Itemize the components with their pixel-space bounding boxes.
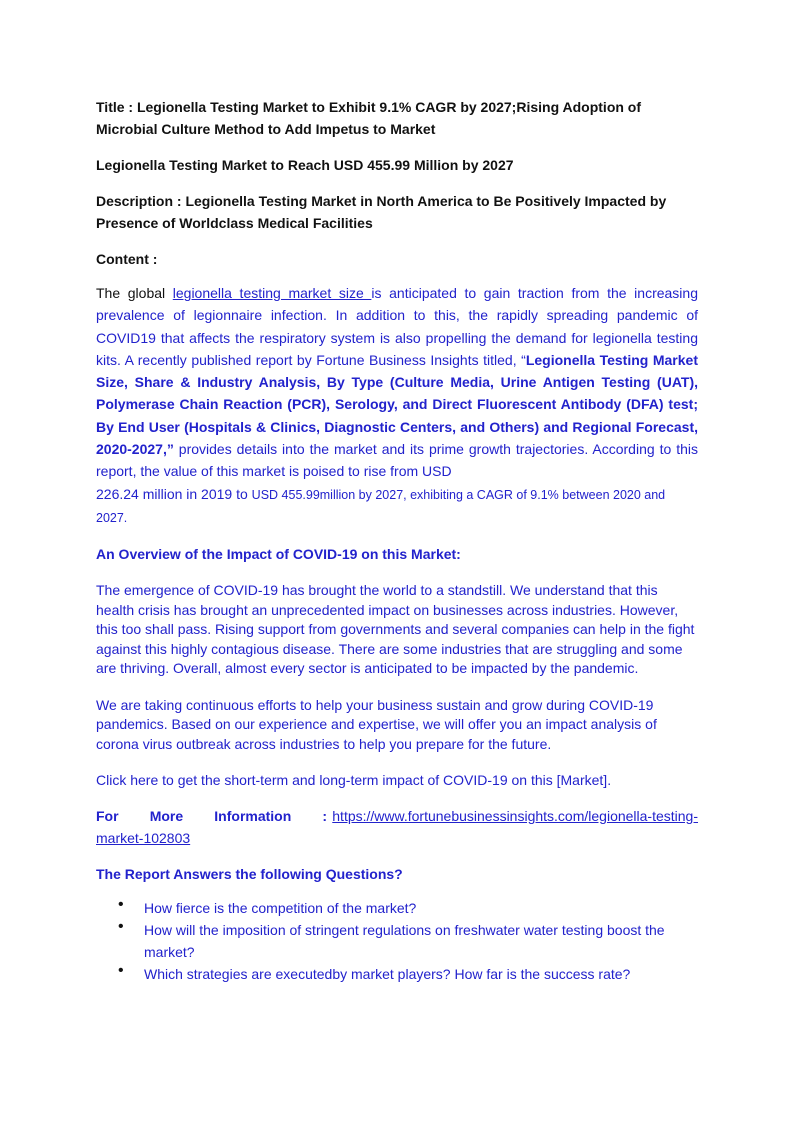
report-title-bold: Legionella Testing Market Size, Share & Industry Analysis, By Type (Culture Media, Urine Antigen Testing (UAT), Polymerase Chain Reaction (PCR), Serology, and Direct Fluorescent Antibody (DFA) test; By End User (Hospitals & Clinics, Diagnostic Centers, and Others) and Regional Forecast, 2020-2027,”	[96, 351, 698, 458]
list-item: • How will the imposition of stringent regulations on freshwater water testing boost the market?	[118, 917, 665, 960]
doc-subtitle: Legionella Testing Market to Reach USD 455.99 Million by 2027	[96, 157, 514, 173]
intro-paragraph	[96, 282, 698, 529]
market-size-link[interactable]: legionella testing market size	[172, 285, 372, 301]
more-info-line	[96, 805, 698, 849]
intro-text-2: provides details into the market and its prime growth trajectories. According to this report, the value of this market is poised to rise from USD	[96, 441, 698, 480]
covid-paragraph-3: Click here to get the short-term and long-term impact of COVID-19 on this [Market].	[96, 772, 612, 789]
more-info-link[interactable]: https://www.fortunebusinessinsights.com/legionella-testing-market-102803	[96, 807, 699, 846]
covid-heading: An Overview of the Impact of COVID-19 on this Market:	[96, 546, 461, 563]
intro-text-4: USD 455.99million by 2027, exhibiting a CAGR of 9.1% between 2020 and 2027.	[96, 487, 666, 525]
bullet-icon: •	[118, 895, 124, 913]
more-info-label: For More Information :	[96, 807, 328, 824]
doc-title: Title : Legionella Testing Market to Exhibit 9.1% CAGR by 2027;Rising Adoption of Microbial Culture Method to Add Impetus to Market	[96, 99, 642, 137]
intro-text-3: 226.24 million in 2019 to	[96, 485, 252, 502]
intro-prefix: The global	[96, 285, 173, 301]
list-item: • How fierce is the competition of the market?	[118, 895, 417, 916]
document-page	[96, 96, 698, 985]
questions-list	[96, 897, 698, 985]
intro-text-1: is anticipated to gain traction from the increasing prevalence of legionnaire infection. In addition to this, the rapidly spreading pandemic of COVID19 that affects the respiratory system is also propelling the demand for legionella testing kits. A recently published report by Fortune Business Insights titled, “	[96, 285, 698, 368]
bullet-icon: •	[118, 961, 124, 979]
covid-paragraph-1: The emergence of COVID-19 has brought the world to a standstill. We understand that this health crisis has brought an unprecedented impact on businesses across industries. However, this too shall pass. Rising support from governments and several companies can help in the fight against this highly contagious disease. There are some industries that are struggling and some are thriving. Overall, almost every sector is anticipated to be impacted by the pandemic.	[96, 582, 695, 677]
doc-description: Description : Legionella Testing Market in North America to Be Positively Impacted by Presence of Worldclass Medical Facilities	[96, 193, 667, 231]
covid-paragraph-2: We are taking continuous efforts to help your business sustain and grow during COVID-19 pandemics. Based on our experience and expertise, we will offer you an impact analysis of corona virus outbreak across industries to help you prepare for the future.	[96, 696, 657, 752]
list-item: • Which strategies are executedby market players? How far is the success rate?	[118, 961, 631, 982]
questions-heading: The Report Answers the following Questions?	[96, 865, 403, 882]
content-label: Content :	[96, 251, 158, 267]
bullet-icon: •	[118, 917, 124, 935]
